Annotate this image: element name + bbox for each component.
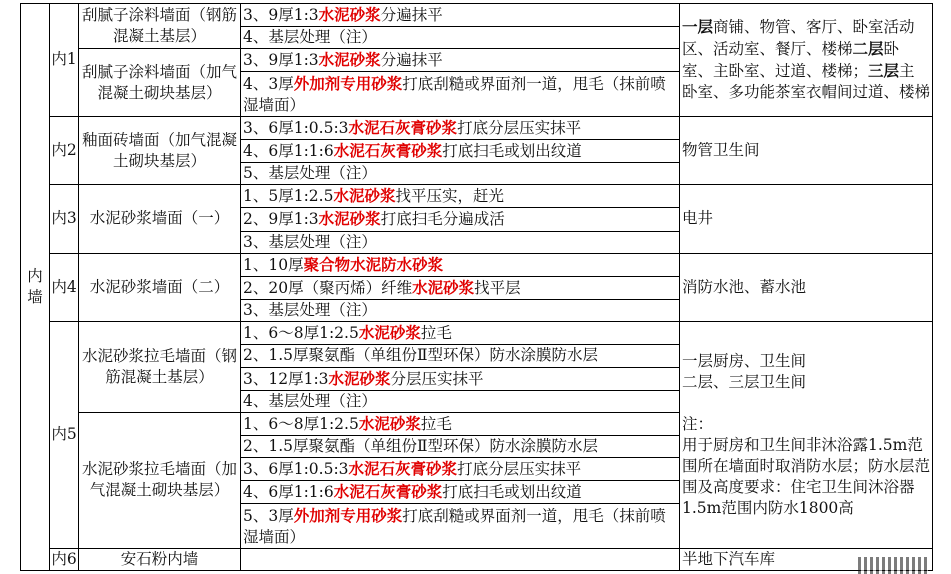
text-run: 2、1.5厚聚氨酯（单组份Ⅱ型环保）防水涂膜防水层 (243, 437, 599, 456)
text-run: 3、6厚1:0.5:3 (243, 118, 349, 137)
highlighted-material: 水泥砂浆 (358, 323, 421, 343)
text-run: 4、3厚 (243, 74, 294, 93)
section-code: 内5 (50, 322, 79, 549)
section-code: 内2 (50, 116, 79, 184)
text-run: 1、6～8厚1:2.5 (243, 324, 359, 343)
wall-type-name: 水泥砂浆墙面（二） (79, 253, 241, 321)
text-run: 1、10厚 (243, 255, 304, 274)
wall-type-name: 水泥砂浆拉毛墙面（加气混凝土砌块基层） (79, 412, 241, 548)
table-row (21, 322, 933, 345)
text-run: 找平层 (474, 278, 521, 297)
construction-step (241, 253, 680, 276)
construction-step (241, 27, 680, 49)
construction-step (241, 231, 680, 253)
table-row (21, 548, 933, 570)
construction-step (241, 49, 680, 72)
highlighted-material: 水泥砂浆 (333, 186, 396, 206)
highlighted-material: 水泥砂浆 (318, 5, 381, 25)
highlighted-material: 水泥石灰膏砂浆 (348, 459, 458, 479)
wall-type-name: 水泥砂浆拉毛墙面（钢筋混凝土基层） (79, 322, 241, 413)
construction-step (241, 481, 680, 504)
highlighted-material: 聚合物水泥防水砂浆 (303, 254, 444, 274)
applied-location (680, 253, 933, 321)
text-run: 打底分层压实抹平 (457, 118, 582, 137)
text-run: 主卧室、多功能茶室衣帽间过道、楼梯 (682, 62, 931, 102)
section-code: 内6 (50, 548, 79, 570)
construction-step (241, 548, 680, 570)
text-run: 4、基层处理（注） (243, 391, 377, 410)
text-run: 4、6厚1:1:6 (243, 483, 334, 502)
highlighted-material: 水泥砂浆 (318, 50, 381, 70)
text-run: 拉毛 (420, 324, 452, 343)
text-run: 拉毛 (420, 414, 452, 433)
text-run: 3、9厚1:3 (243, 51, 319, 70)
text-run: 商铺、物管、客厅、卧室活动区、活动室、餐厅、楼梯 (682, 18, 915, 59)
text-run: 3、12厚1:3 (243, 369, 329, 388)
highlighted-material: 水泥砂浆 (358, 413, 421, 433)
construction-step (241, 185, 680, 208)
wall-type-name: 刮腻子涂料墙面（加气混凝土砌块基层） (79, 49, 241, 116)
construction-step (241, 72, 680, 116)
text-run: 半地下汽车库 (682, 549, 776, 568)
text-run: 5、基层处理（注） (243, 164, 377, 183)
table-row (21, 253, 933, 276)
interior-wall-finish-table (20, 3, 933, 571)
text-run: 分遍抹平 (380, 6, 443, 25)
text-run: 3、6厚1:0.5:3 (243, 460, 349, 479)
construction-step (241, 504, 680, 548)
construction-step (241, 390, 680, 412)
highlighted-material: 水泥砂浆 (328, 368, 391, 388)
text-run: 打底扫毛或划出纹道 (442, 142, 582, 161)
highlighted-material: 水泥砂浆 (412, 277, 475, 297)
floor-label: 三层 (868, 61, 900, 81)
highlighted-material: 水泥石灰膏砂浆 (333, 482, 443, 502)
highlighted-material: 外加剂专用砂浆 (293, 505, 403, 525)
text-run: 分层压实抹平 (390, 369, 484, 388)
floor-label: 一层 (682, 17, 714, 37)
text-run: 电井 (682, 209, 714, 228)
wall-type-name: 釉面砖墙面（加气混凝土砌块基层） (79, 116, 241, 184)
text-run: 2、9厚1:3 (243, 210, 319, 229)
construction-step (241, 163, 680, 185)
wall-type-name: 安石粉内墙 (79, 548, 241, 570)
construction-step (241, 412, 680, 435)
floor-label: 二层 (852, 39, 884, 59)
text-run: 4、基层处理（注） (243, 28, 377, 47)
highlighted-material: 水泥石灰膏砂浆 (348, 117, 458, 137)
construction-step (241, 435, 680, 457)
text-run: 打底刮糙或界面剂一道，甩毛（抹前喷湿墙面） (243, 74, 666, 114)
applied-location (680, 322, 933, 549)
construction-step (241, 345, 680, 367)
text-run: 打底扫毛分遍成活 (380, 210, 505, 229)
text-run: 分遍抹平 (380, 51, 443, 70)
text-run: 2、20厚（聚丙烯）纤维 (243, 278, 413, 297)
wall-type-name: 刮腻子涂料墙面（钢筋混凝土基层） (79, 4, 241, 49)
text-run: 一层厨房、卫生间 二层、三层卫生间 注： 用于厨房和卫生间非沐浴露1.5m范围所在墙面时取消防水层；防水层范围及高度要求：住宅卫生间沐浴器1.5m范围内防水1800高 (682, 351, 931, 517)
table-row (21, 185, 933, 208)
text-run: 3、9厚1:3 (243, 6, 319, 25)
text-run: 物管卫生间 (682, 141, 760, 160)
text-run: 1、5厚1:2.5 (243, 187, 334, 206)
construction-step (241, 367, 680, 390)
construction-step (241, 300, 680, 322)
applied-location (680, 185, 933, 253)
section-code: 内4 (50, 253, 79, 321)
highlighted-material: 水泥砂浆 (318, 209, 381, 229)
construction-step (241, 208, 680, 231)
construction-step (241, 139, 680, 162)
table-row (21, 4, 933, 27)
construction-step (241, 116, 680, 139)
construction-step (241, 276, 680, 299)
construction-step (241, 322, 680, 345)
text-run: 找平压实，赶光 (395, 187, 504, 206)
wall-group-label (21, 4, 50, 571)
section-code: 内3 (50, 185, 79, 253)
scan-artifact (858, 557, 928, 574)
text-run: 2、1.5厚聚氨酯（单组份Ⅱ型环保）防水涂膜防水层 (243, 346, 599, 365)
wall-type-name: 水泥砂浆墙面（一） (79, 185, 241, 253)
construction-step (241, 4, 680, 27)
text-run: 消防水池、蓄水池 (682, 277, 807, 296)
highlighted-material: 外加剂专用砂浆 (293, 73, 403, 93)
text-run: 5、3厚 (243, 506, 294, 525)
construction-step (241, 458, 680, 481)
table-row (21, 116, 933, 139)
applied-location (680, 116, 933, 184)
highlighted-material: 水泥石灰膏砂浆 (333, 141, 443, 161)
text-run: 3、基层处理（注） (243, 301, 377, 320)
text-run: 卧室、主卧室、过道、楼梯； (682, 40, 900, 81)
group-label-text: 内墙 (27, 267, 43, 306)
text-run: 4、6厚1:1:6 (243, 142, 334, 161)
text-run: 打底刮糙或界面剂一道，甩毛（抹前喷湿墙面） (243, 506, 666, 546)
text-run: 1、6～8厚1:2.5 (243, 414, 359, 433)
text-run: 打底分层压实抹平 (457, 460, 582, 479)
text-run: 3、基层处理（注） (243, 232, 377, 251)
text-run: 打底扫毛或划出纹道 (442, 483, 582, 502)
applied-location (680, 4, 933, 117)
section-code: 内1 (50, 4, 79, 117)
